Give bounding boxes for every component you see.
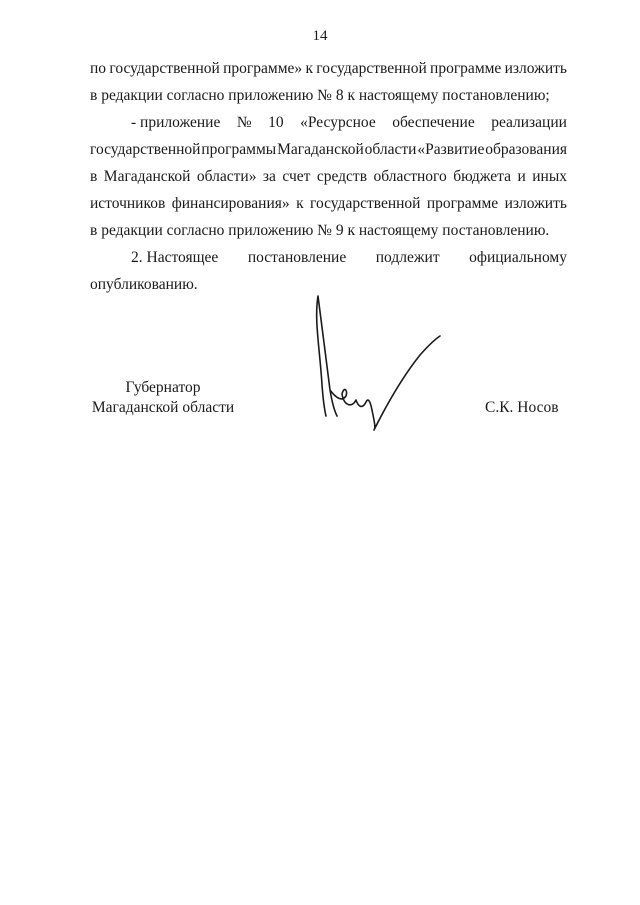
- word: постановление: [247, 249, 347, 266]
- word: образования: [485, 141, 567, 158]
- word: изложить: [504, 60, 567, 77]
- word: области: [364, 141, 417, 158]
- word: программы: [201, 141, 277, 158]
- signatory-title-line-2: Магаданской области: [91, 399, 235, 416]
- word: по: [90, 60, 107, 77]
- word: области»: [196, 168, 257, 185]
- text-line-6: [90, 194, 567, 214]
- word: государственной: [90, 141, 201, 158]
- word: и: [517, 168, 526, 185]
- word: финансирования»: [171, 195, 290, 212]
- text-line-2: в редакции согласно приложению № 8 к настоящему постановлению;: [90, 87, 550, 104]
- word: Магаданской: [103, 168, 191, 185]
- word: в: [90, 168, 98, 185]
- word: 10: [268, 114, 284, 131]
- text-line-5: [90, 167, 567, 187]
- word: программе: [426, 195, 499, 212]
- word: государственной: [109, 60, 220, 77]
- text-line-7: в редакции согласно приложению № 9 к настоящему постановлению.: [90, 222, 550, 239]
- word: источников: [90, 195, 166, 212]
- word: областного: [373, 168, 447, 185]
- word: счет: [282, 168, 311, 185]
- text-line-3: [131, 113, 567, 133]
- signatory-name: С.К. Носов: [485, 399, 559, 416]
- word: средств: [316, 168, 368, 185]
- text-line-8: [131, 248, 567, 268]
- word: Магаданской: [277, 141, 364, 158]
- word: официальному: [469, 249, 567, 266]
- text-line-9: опубликованию.: [90, 276, 198, 293]
- word: «Ресурсное: [300, 114, 376, 131]
- signatory-title-line-1: Губернатор: [125, 379, 201, 396]
- word: подлежит: [375, 249, 440, 266]
- word: бюджета: [453, 168, 512, 185]
- word: №: [236, 114, 252, 131]
- word: реализации: [491, 114, 567, 131]
- text-line-4: [90, 140, 567, 160]
- word: 2. Настоящее: [131, 249, 219, 266]
- word: к: [305, 60, 313, 77]
- text-line-1: [90, 59, 567, 79]
- word: обеспечение: [392, 114, 475, 131]
- word: программе»: [223, 60, 303, 77]
- word: программе: [430, 60, 502, 77]
- word: иных: [532, 168, 567, 185]
- word: «Развитие: [417, 141, 485, 158]
- word: государственной: [316, 60, 427, 77]
- word: к: [296, 195, 304, 212]
- page-number: 14: [312, 28, 328, 44]
- word: за: [262, 168, 276, 185]
- word: изложить: [504, 195, 567, 212]
- word: государственной: [310, 195, 421, 212]
- handwritten-signature: [300, 290, 450, 440]
- word: - приложение: [131, 114, 221, 131]
